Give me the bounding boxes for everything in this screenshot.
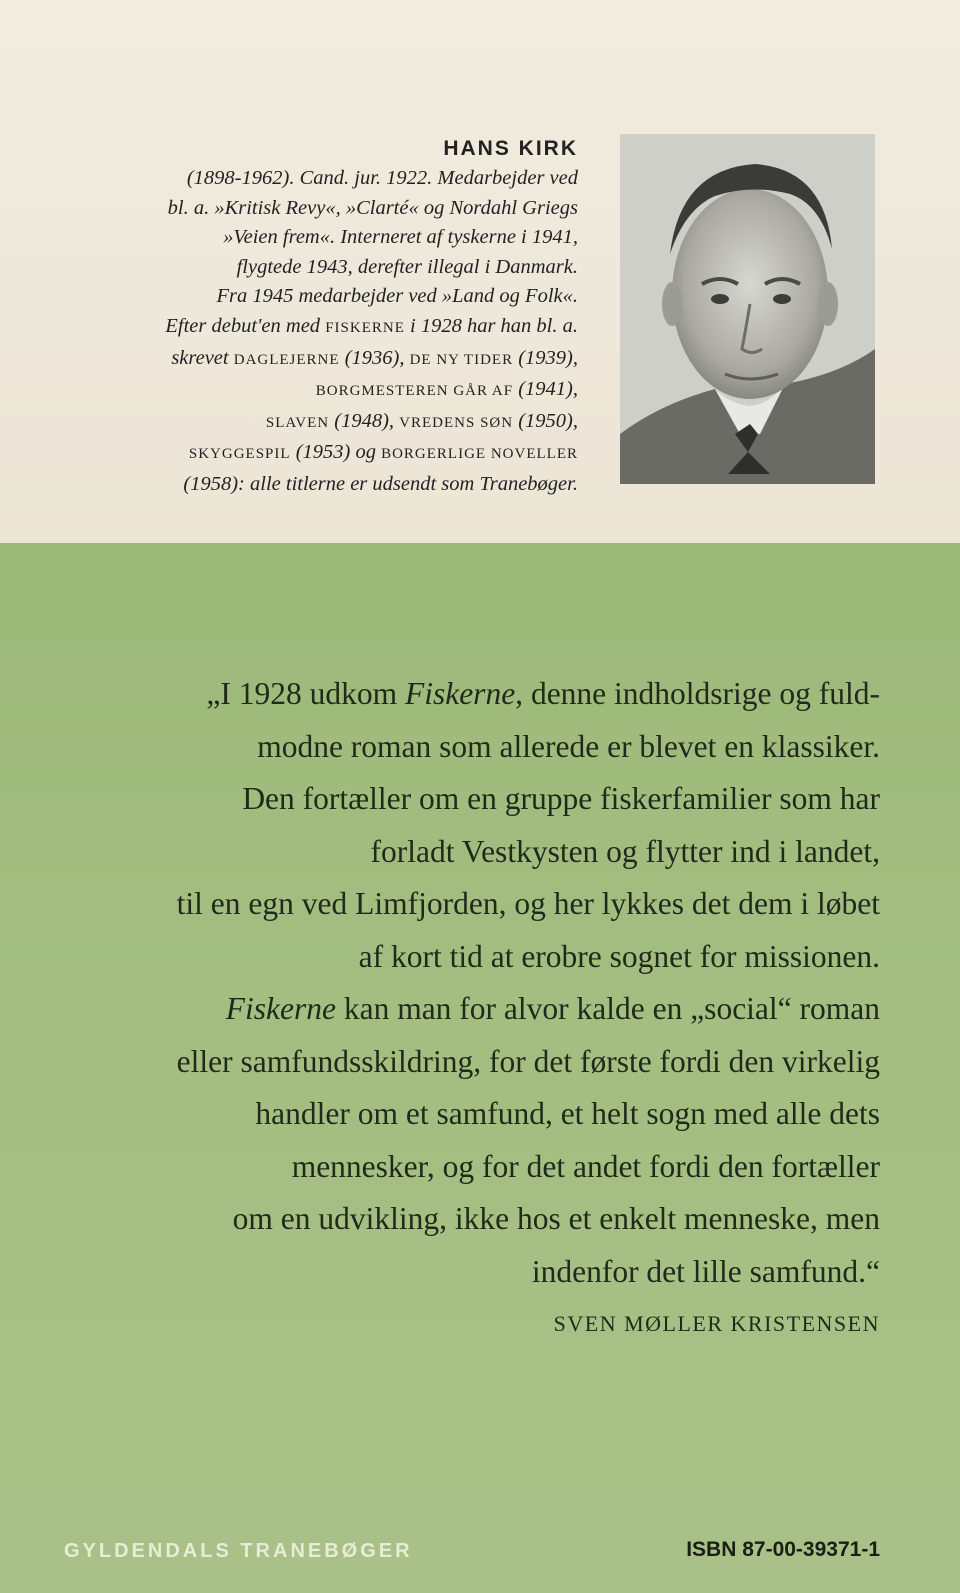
biography-text-segment: »Veien frem«. Interneret af tyskerne i 1941,	[223, 226, 578, 249]
biography-text-segment: Efter debut'en med	[165, 314, 326, 337]
quote-line	[20, 721, 880, 774]
author-portrait-photo	[620, 134, 875, 484]
biography-line	[58, 375, 578, 407]
quote-text	[20, 668, 880, 1298]
biography-line	[58, 253, 578, 283]
biography-text-segment: flygtede 1943, derefter illegal i Danmark.	[236, 255, 578, 278]
biography-text-segment: (1953) og	[290, 441, 382, 464]
biography-text-segment: (1948),	[329, 409, 400, 432]
biography-text	[58, 164, 578, 500]
quote-text-segment: om en udvikling, ikke hos et enkelt menneske, men	[232, 1201, 880, 1236]
biography-line	[58, 407, 578, 439]
book-title: FISKERNE	[325, 319, 405, 336]
quote-text-segment: forladt Vestkysten og flytter ind i landet,	[370, 833, 880, 869]
biography-line	[58, 282, 578, 312]
biography-text-segment: bl. a. »Kritisk Revy«, »Clarté« og Nordahl Griegs	[167, 196, 578, 219]
book-title: DE NY TIDER	[409, 351, 514, 368]
quote-text-segment: modne roman som allerede er blevet en klassiker.	[257, 728, 880, 764]
biography-line	[58, 223, 578, 253]
biography-line	[58, 470, 578, 500]
biography-line	[58, 164, 578, 194]
biography-panel	[0, 0, 960, 543]
quote-line	[20, 1141, 880, 1194]
biography-line	[58, 312, 578, 344]
quote-line	[20, 1246, 880, 1299]
quote-line	[20, 773, 880, 826]
quote-text-segment: „I 1928 udkom	[206, 676, 405, 711]
quote-line	[20, 1193, 880, 1246]
book-title: DAGLEJERNE	[233, 351, 340, 368]
author-biography	[58, 134, 578, 500]
biography-line	[58, 344, 578, 376]
book-title: BORGERLIGE NOVELLER	[381, 446, 578, 463]
quote-line	[20, 983, 880, 1036]
quote-author: SVEN MØLLER KRISTENSEN	[553, 1311, 880, 1336]
quote-text-segment: af kort tid at erobre sognet for missionen.	[358, 938, 880, 974]
biography-text-segment: Fra 1945 medarbejder ved »Land og Folk«.	[216, 285, 578, 308]
publisher-imprint: GYLDENDALS TRANEBØGER	[64, 1540, 413, 1562]
author-name: HANS KIRK	[443, 137, 578, 160]
biography-text-segment: (1898-1962). Cand. jur. 1922. Medarbejder ved	[186, 167, 578, 189]
quote-text-segment: kan man for alvor kalde en „social“ roman	[335, 991, 880, 1026]
quote-text-segment: til en egn ved Limfjorden, og her lykkes det dem i løbet	[176, 886, 880, 921]
portrait-icon	[620, 134, 875, 484]
quote-text-segment: eller samfundsskildring, for det første fordi den virkelig	[176, 1043, 880, 1079]
quote-line	[20, 826, 880, 879]
book-title: VREDENS SØN	[399, 414, 514, 431]
quote-text-segment: Den fortæller om en gruppe fiskerfamilier som har	[242, 781, 880, 816]
biography-text-segment: (1936),	[339, 346, 410, 369]
quote-line	[20, 931, 880, 984]
biography-line	[58, 438, 578, 470]
biography-text-segment: (1939),	[513, 346, 578, 369]
quote-text-segment: handler om et samfund, et helt sogn med alle dets	[255, 1096, 880, 1131]
review-quote	[20, 668, 880, 1298]
quote-line	[20, 668, 880, 721]
biography-text-segment: (1941),	[513, 378, 578, 401]
isbn-number: ISBN 87-00-39371-1	[686, 1538, 880, 1561]
quote-text-segment: denne indholdsrige og fuld-	[523, 676, 880, 711]
quote-text-segment: indenfor det lille samfund.“	[531, 1253, 880, 1289]
quoted-book-title: Fiskerne	[225, 991, 336, 1026]
book-title: SLAVEN	[265, 414, 330, 431]
quote-line	[20, 878, 880, 931]
biography-text-segment: i 1928 har han bl. a.	[404, 314, 578, 337]
biography-text-segment: (1950),	[513, 409, 578, 432]
quote-line	[20, 1088, 880, 1141]
quote-text-segment: mennesker, og for det andet fordi den fortæller	[291, 1148, 880, 1184]
book-title: SKYGGESPIL	[188, 446, 291, 463]
quote-line	[20, 1036, 880, 1089]
biography-line	[58, 194, 578, 224]
biography-text-segment: (1958): alle titlerne er udsendt som Tranebøger.	[183, 472, 578, 495]
quoted-book-title: Fiskerne,	[404, 676, 524, 711]
book-title: BORGMESTEREN GÅR AF	[315, 383, 514, 400]
biography-text-segment: skrevet	[171, 346, 234, 369]
